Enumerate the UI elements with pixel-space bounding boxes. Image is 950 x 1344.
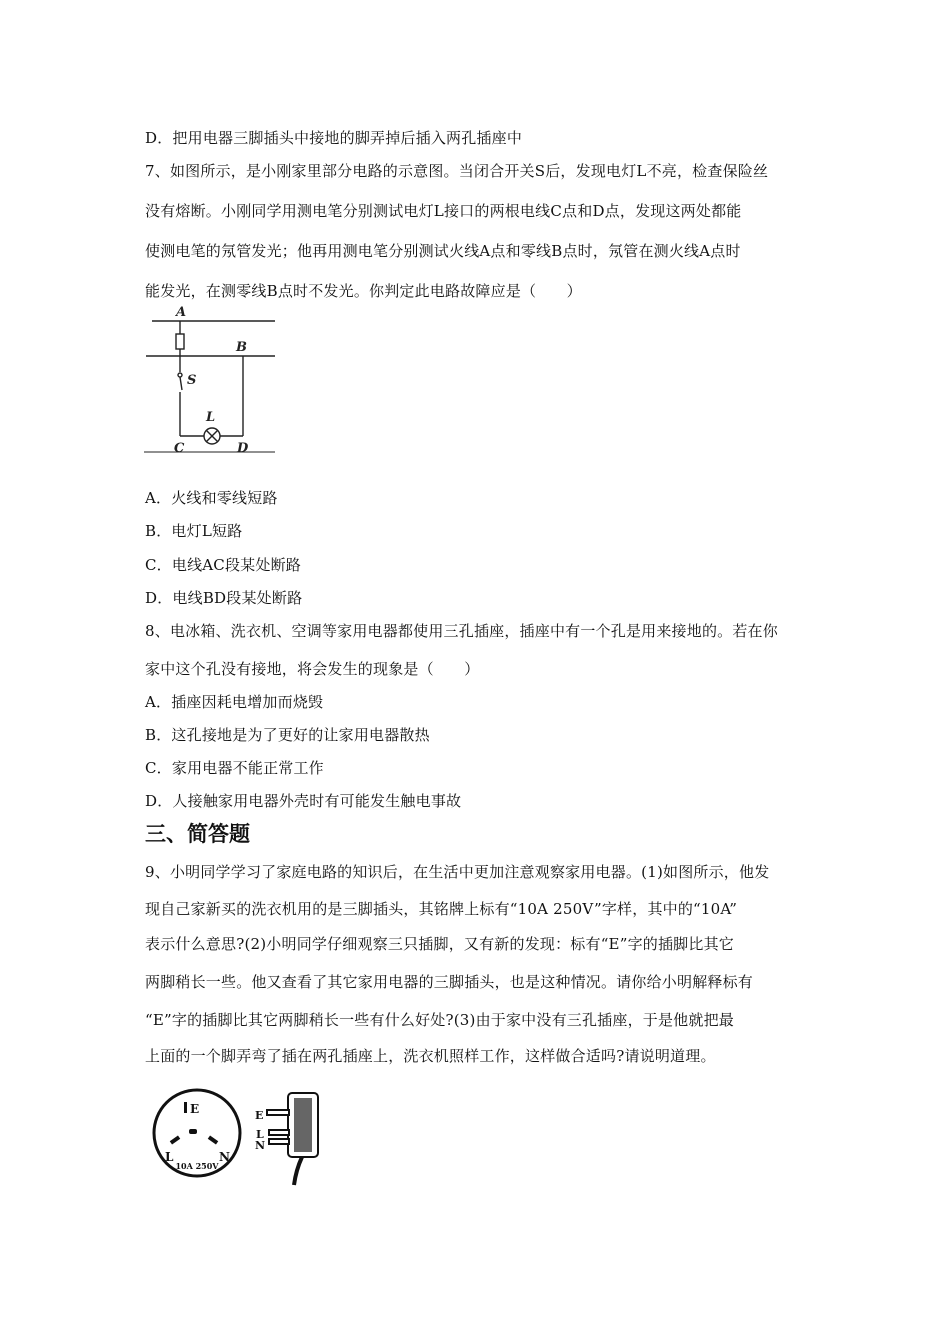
- q8-option-a: A．插座因耗电增加而烧毁: [145, 693, 324, 711]
- plug-side-label-n: N: [255, 1139, 266, 1152]
- plug-side-diagram: [252, 1090, 326, 1188]
- q9-text-line-2: 现自己家新买的洗衣机用的是三脚插头，其铭牌上标有“10A 250V”字样，其中的“10A”: [145, 900, 738, 918]
- circuit-label-b: B: [236, 340, 247, 355]
- q6-option-d: D．把用电器三脚插头中接地的脚弄掉后插入两孔插座中: [145, 129, 523, 147]
- q9-text-line-3: 表示什么意思?(2)小明同学仔细观察三只插脚，又有新的发现：标有“E”字的插脚比其它: [145, 935, 734, 953]
- q9-text-line-1: 9、小明同学学习了家庭电路的知识后，在生活中更加注意观察家用电器。(1)如图所示，他发: [145, 863, 770, 881]
- circuit-label-a: A: [176, 305, 187, 320]
- q8-text-line-1: 8、电冰箱、洗衣机、空调等家用电器都使用三孔插座，插座中有一个孔是用来接地的。若在你: [145, 622, 778, 640]
- q9-text-line-5: “E”字的插脚比其它两脚稍长一些有什么好处?(3)由于家中没有三孔插座，于是他就把最: [145, 1011, 734, 1029]
- plug-face-rating: 10A 250V: [175, 1161, 219, 1171]
- q9-text-line-4: 两脚稍长一些。他又查看了其它家用电器的三脚插头，也是这种情况。请你给小明解释标有: [145, 973, 754, 991]
- q7-text-line-1: 7、如图所示，是小刚家里部分电路的示意图。当闭合开关S后，发现电灯L不亮，检查保险丝: [145, 162, 769, 180]
- section-heading: 三、简答题: [145, 822, 250, 846]
- plug-face-label-l: L: [165, 1150, 174, 1164]
- plug-face-label-n: N: [219, 1150, 230, 1164]
- q9-text-line-6: 上面的一个脚弄弯了插在两孔插座上，洗衣机照样工作，这样做合适吗?请说明道理。: [145, 1047, 716, 1065]
- q7-text-line-3: 使测电笔的氖管发光；他再用测电笔分别测试火线A点和零线B点时，氖管在测火线A点时: [145, 242, 741, 260]
- q8-option-c: C．家用电器不能正常工作: [145, 759, 324, 777]
- circuit-label-c: C: [174, 441, 185, 456]
- q8-option-d: D．人接触家用电器外壳时有可能发生触电事故: [145, 792, 462, 810]
- plug-face-diagram: [150, 1088, 244, 1180]
- q7-option-c: C．电线AC段某处断路: [145, 556, 301, 574]
- circuit-label-d: D: [237, 441, 249, 456]
- circuit-label-l: L: [206, 410, 216, 425]
- q7-text-line-4: 能发光，在测零线B点时不发光。你判定此电路故障应是（ ）: [145, 282, 582, 300]
- plug-face-label-e: E: [190, 1102, 200, 1116]
- q7-option-a: A．火线和零线短路: [145, 489, 278, 507]
- q7-option-d: D．电线BD段某处断路: [145, 589, 303, 607]
- q8-text-line-2: 家中这个孔没有接地，将会发生的现象是（ ）: [145, 660, 480, 678]
- q8-option-b: B．这孔接地是为了更好的让家用电器散热: [145, 726, 430, 744]
- q7-option-b: B．电灯L短路: [145, 522, 243, 540]
- q7-text-line-2: 没有熔断。小刚同学用测电笔分别测试电灯L接口的两根电线C点和D点，发现这两处都能: [145, 202, 742, 220]
- plug-side-label-l: L: [256, 1128, 264, 1141]
- plug-side-label-e: E: [255, 1109, 264, 1122]
- circuit-label-s: S: [187, 373, 197, 388]
- circuit-diagram: [140, 300, 280, 458]
